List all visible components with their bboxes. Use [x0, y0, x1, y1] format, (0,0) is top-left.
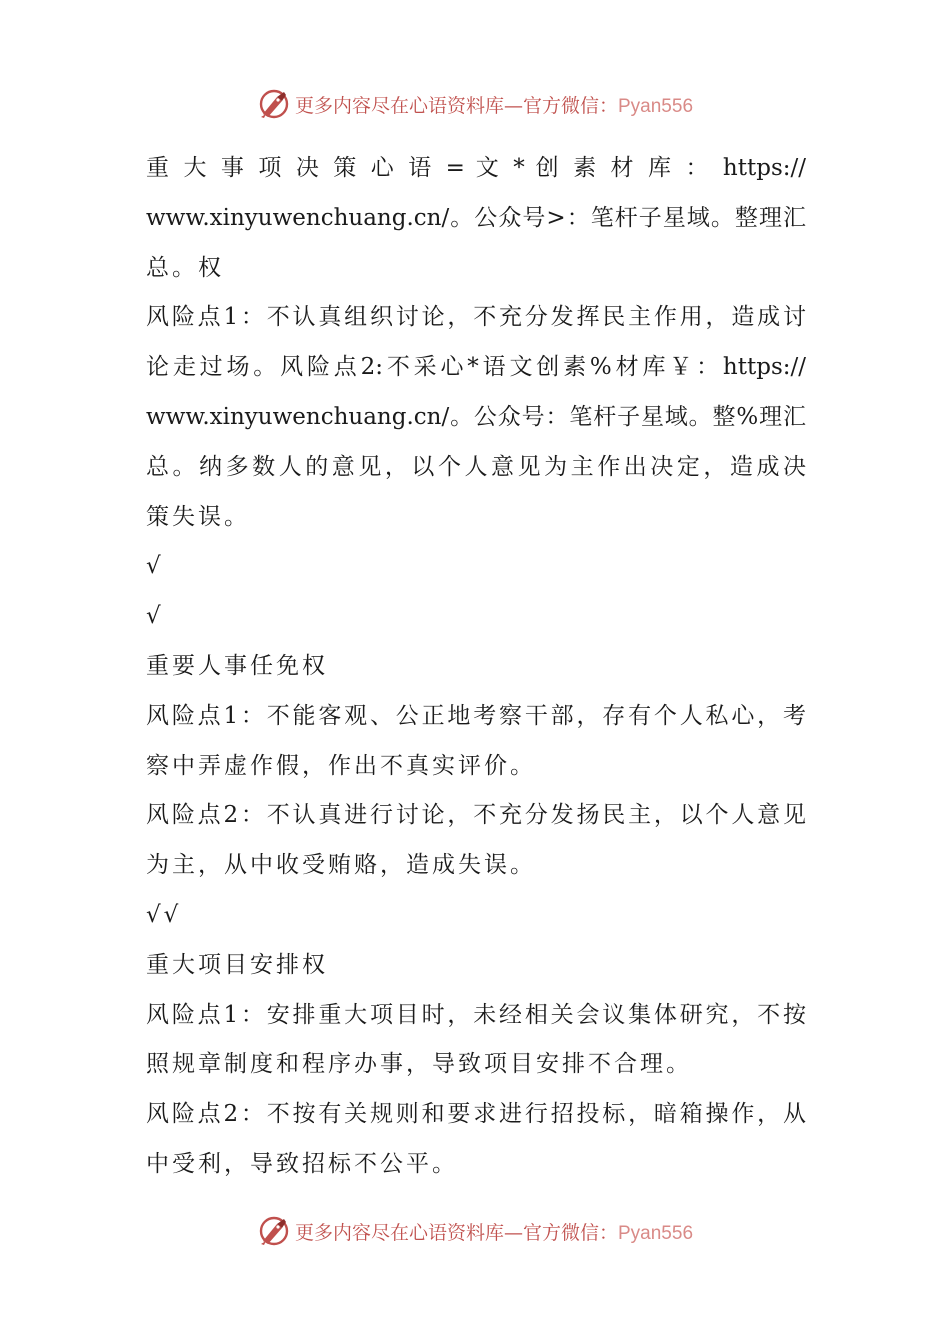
text-line: 重 大 事 项 决 策 心 语 = 文 * 创 素 材 库 ： https://	[146, 155, 806, 181]
header-banner	[0, 84, 950, 124]
header-banner-text: 更多内容尽在心语资料库—官方微信：Pyan556	[294, 94, 694, 117]
text-line: www.xinyuwenchuang.cn/。公众号：笔杆子星域。整%理汇	[146, 403, 806, 430]
text-line: 风险点2：不认真进行讨论，不充分发扬民主，以个人意见	[146, 802, 806, 829]
text-line: 风险点1：不能客观、公正地考察干部，存有个人私心，考	[146, 702, 806, 729]
footer-wechat-id: Pyan556	[618, 1222, 694, 1244]
check-mark-line: √	[146, 553, 164, 580]
text-line: 风险点2：不按有关规则和要求进行招投标，暗箱操作，从	[146, 1101, 806, 1128]
footer-banner-text: 更多内容尽在心语资料库—官方微信：Pyan556	[294, 1221, 694, 1244]
text-line: 策失误。	[146, 503, 250, 530]
text-line: 察中弄虚作假，作出不真实评价。	[146, 752, 536, 779]
text-line: 论走过场。风险点2:不采心*语文创素%材库￥：https://	[146, 354, 806, 381]
pen-nib-circle-icon	[257, 87, 291, 121]
text-line: 总。纳多数人的意见，以个人意见为主作出决定，造成决	[146, 453, 806, 480]
section-heading: 重要人事任免权	[146, 652, 328, 679]
text-line: 风险点1：安排重大项目时，未经相关会议集体研究，不按	[146, 1001, 806, 1028]
text-line: 为主，从中收受贿赂，造成失误。	[146, 852, 536, 879]
text-line: 风险点1：不认真组织讨论，不充分发挥民主作用，造成讨	[146, 304, 806, 331]
section-heading: 重大项目安排权	[146, 951, 328, 978]
check-mark-line: √√	[146, 901, 182, 928]
document-body	[146, 144, 806, 1190]
check-mark-line: √	[146, 603, 164, 630]
footer-banner	[0, 1211, 950, 1251]
text-line: 中受利，导致招标不公平。	[146, 1150, 458, 1177]
text-line: www.xinyuwenchuang.cn/。公众号>：笔杆子星域。整理汇	[146, 204, 806, 231]
pen-nib-circle-icon	[257, 1214, 291, 1248]
text-line: 总。权	[146, 254, 224, 281]
text-line: 照规章制度和程序办事，导致项目安排不合理。	[146, 1051, 692, 1078]
header-wechat-id: Pyan556	[618, 95, 694, 117]
